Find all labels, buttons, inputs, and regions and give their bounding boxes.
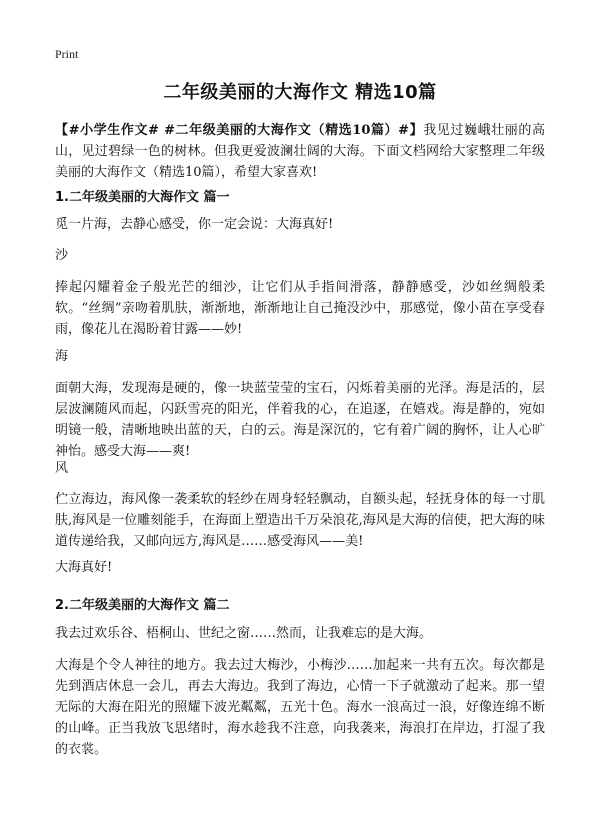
intro-tag-text: 【#小学生作文# #二年级美丽的大海作文（精选10篇）#】 bbox=[55, 123, 424, 138]
section1-label-wind: 风 bbox=[55, 461, 69, 476]
section1-closing: 大海真好! bbox=[55, 560, 113, 575]
intro-paragraph bbox=[55, 120, 545, 183]
section2-heading: 2.二年级美丽的大海作文 篇二 bbox=[55, 598, 230, 613]
section1-paragraph-sand: 捧起闪耀着金子般光芒的细沙，让它们从手指间滑落，静静感受，沙如丝绸般柔软。“丝绸”亲吻着肌肤，渐渐地，渐渐地让自己掩没沙中，那感觉，像小苗在享受春雨，像花儿在渴盼着甘露——妙! bbox=[55, 280, 545, 337]
section1-label-sand: 沙 bbox=[55, 248, 69, 263]
section1-paragraph-1: 觅一片海，去静心感受，你一定会说：大海真好! bbox=[55, 217, 334, 232]
section1-heading: 1.二年级美丽的大海作文 篇一 bbox=[55, 190, 230, 205]
section2-paragraph-1: 我去过欢乐谷、梧桐山、世纪之窗……然而，让我难忘的是大海。 bbox=[55, 626, 433, 641]
page-title: 二年级美丽的大海作文 精选10篇 bbox=[163, 82, 437, 103]
section1-label-sea: 海 bbox=[55, 349, 69, 364]
section1-paragraph-wind: 伫立海边，海风像一袭柔软的轻纱在周身轻轻飘动，自额头起，轻抚身体的每一寸肌肤,海风是一位雕刻能手，在海面上塑造出千万朵浪花,海风是大海的信使，把大海的味道传递给我，又邮向远方,海风是……感受海风——美! bbox=[55, 492, 545, 549]
section2-paragraph-2: 大海是个令人神往的地方。我去过大梅沙，小梅沙……加起来一共有五次。每次都是先到酒店休息一会儿，再去大海边。我到了海边，心情一下子就激动了起来。那一望无际的大海在阳光的照耀下波光粼粼，五光十色。海水一浪高过一浪，好像连绵不断的山峰。正当我放飞思绪时，海水趁我不注意，向我袭来，海浪打在岸边，打湿了我的衣裳。 bbox=[55, 658, 545, 757]
intro-body-text: 我见过巍峨壮丽的高山，见过碧绿一色的树林。但我更爱波澜壮阔的大海。下面文档网给大家整理二年级美丽的大海作文（精选10篇），希望大家喜欢! bbox=[55, 123, 545, 180]
section1-paragraph-sea: 面朝大海，发现海是硬的，像一块蓝莹莹的宝石，闪烁着美丽的光泽。海是活的，层层波澜随风而起，闪跃雪亮的阳光，伴着我的心，在追逐，在嬉戏。海是静的，宛如明镜一般，清晰地映出蓝的天，白的云。海是深沉的，它有着广阔的胸怀，让人心旷神怡。感受大海——爽! bbox=[55, 381, 545, 459]
print-label: Print bbox=[55, 47, 79, 61]
